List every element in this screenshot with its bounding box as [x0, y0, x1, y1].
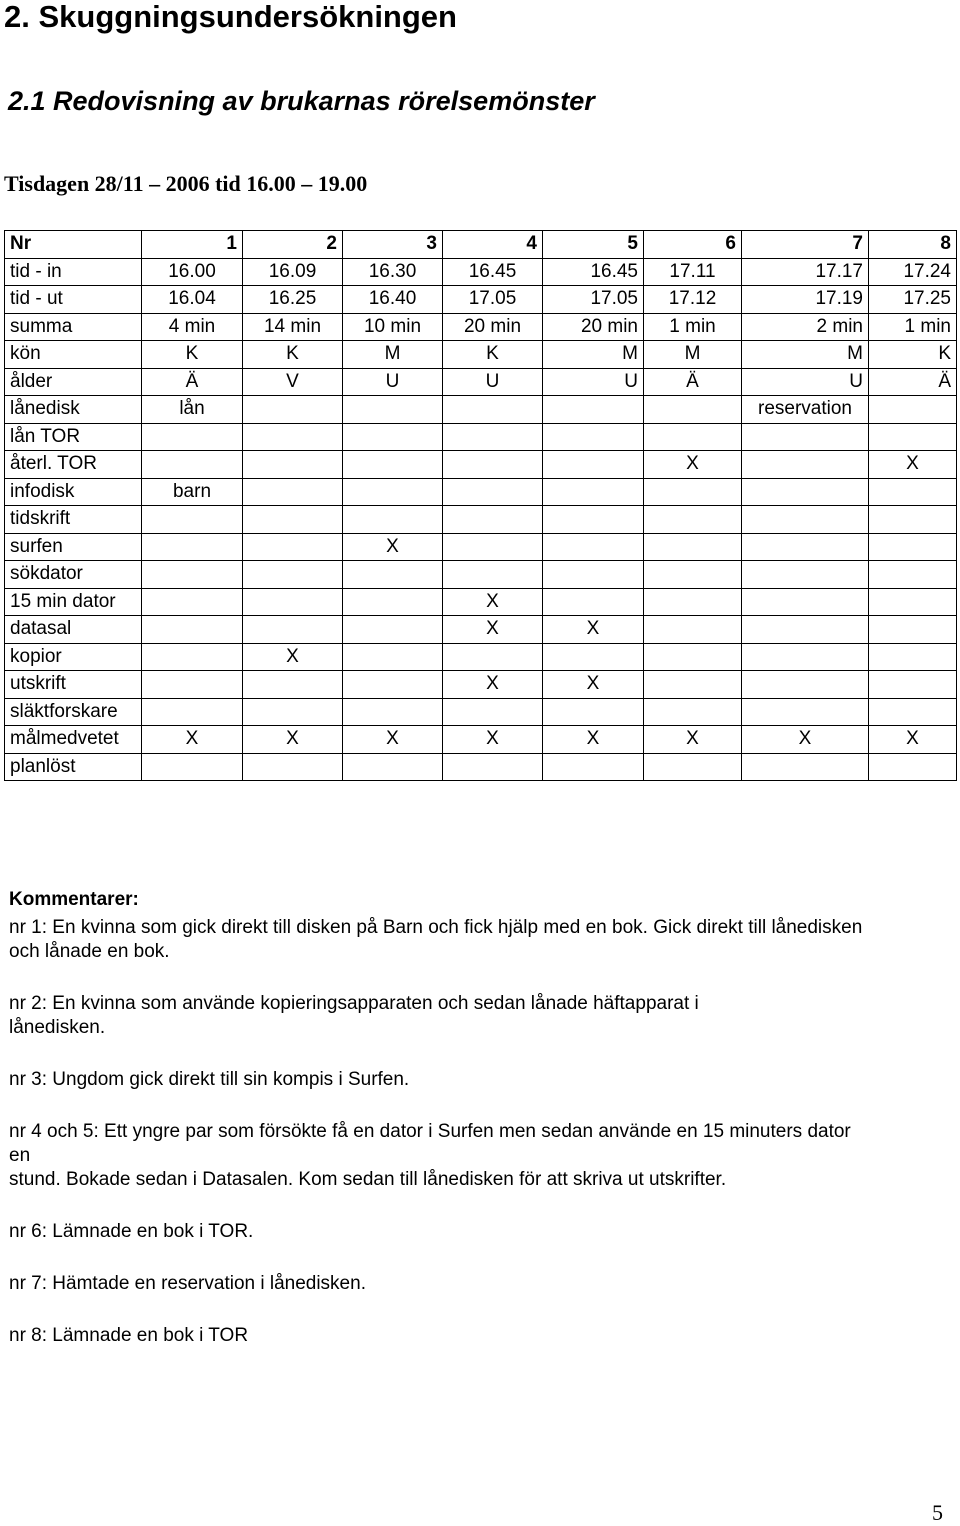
comments-heading: Kommentarer:: [9, 889, 139, 910]
table-cell: K: [142, 341, 243, 369]
table-cell: Ä: [142, 368, 243, 396]
table-cell: [742, 533, 869, 561]
subsection-heading: 2.1 Redovisning av brukarnas rörelsemönster: [8, 86, 595, 116]
table-cell: [543, 753, 644, 781]
table-cell: lån: [142, 396, 243, 424]
table-cell: [742, 478, 869, 506]
row-label: återl. TOR: [5, 451, 142, 479]
table-cell: X: [742, 726, 869, 754]
table-cell: 10 min: [343, 313, 443, 341]
table-cell: 20 min: [543, 313, 644, 341]
table-cell: 16.30: [343, 258, 443, 286]
table-cell: K: [443, 341, 543, 369]
table-row: [5, 753, 957, 781]
table-cell: [443, 396, 543, 424]
table-row: [5, 286, 957, 314]
table-row: [5, 561, 957, 589]
row-label: tid - ut: [5, 286, 142, 314]
table-cell: [742, 616, 869, 644]
row-label: ålder: [5, 368, 142, 396]
table-cell: [343, 451, 443, 479]
table-row: [5, 588, 957, 616]
comment-paragraph: [9, 992, 953, 1040]
observation-table: [4, 230, 957, 781]
comment-paragraph: [9, 1272, 953, 1296]
table-body: [5, 231, 957, 781]
table-cell: [443, 506, 543, 534]
comment-line: nr 8: Lämnade en bok i TOR: [9, 1325, 249, 1346]
table-cell: [543, 533, 644, 561]
table-cell: [644, 423, 742, 451]
table-cell: [869, 671, 957, 699]
table-cell: [869, 588, 957, 616]
table-row: [5, 451, 957, 479]
table-row: [5, 643, 957, 671]
comments-list: [9, 916, 953, 1348]
table-cell: [644, 671, 742, 699]
table-cell: [142, 506, 243, 534]
table-cell: 17.05: [543, 286, 644, 314]
table-cell: [343, 698, 443, 726]
table-cell: U: [443, 368, 543, 396]
table-row: [5, 698, 957, 726]
table-row: [5, 616, 957, 644]
table-row: [5, 341, 957, 369]
table-header-row: [5, 231, 957, 259]
table-cell: [644, 533, 742, 561]
table-cell: X: [543, 671, 644, 699]
column-number: 4: [443, 231, 543, 259]
table-cell: [543, 396, 644, 424]
page-number: 5: [932, 1500, 943, 1525]
table-cell: X: [443, 616, 543, 644]
comment-line: nr 2: En kvinna som använde kopieringsapparaten och sedan lånade häftapparat i: [9, 993, 699, 1014]
table-cell: [869, 753, 957, 781]
table-row: [5, 423, 957, 451]
table-cell: V: [243, 368, 343, 396]
row-label: kopior: [5, 643, 142, 671]
table-cell: [644, 478, 742, 506]
table-cell: [644, 396, 742, 424]
table-cell: [644, 616, 742, 644]
table-cell: X: [543, 726, 644, 754]
table-cell: X: [243, 726, 343, 754]
table-cell: [443, 451, 543, 479]
table-cell: [869, 643, 957, 671]
table-cell: [142, 451, 243, 479]
table-cell: reservation: [742, 396, 869, 424]
table-cell: [243, 753, 343, 781]
table-cell: [343, 478, 443, 506]
table-cell: [869, 616, 957, 644]
table-cell: M: [644, 341, 742, 369]
column-number: 2: [243, 231, 343, 259]
table-cell: [343, 616, 443, 644]
table-cell: [142, 753, 243, 781]
comments-section: [9, 888, 953, 1376]
table-cell: [443, 698, 543, 726]
table-cell: [343, 396, 443, 424]
table-cell: [142, 588, 243, 616]
table-cell: [869, 533, 957, 561]
section-heading: 2. Skuggningsundersökningen: [4, 0, 457, 34]
table-cell: X: [443, 671, 543, 699]
table-cell: U: [742, 368, 869, 396]
table-cell: [543, 423, 644, 451]
table-cell: 16.00: [142, 258, 243, 286]
row-label: infodisk: [5, 478, 142, 506]
row-label: Nr: [5, 231, 142, 259]
table-cell: X: [644, 451, 742, 479]
table-cell: [343, 753, 443, 781]
table-cell: [742, 671, 869, 699]
table-row: [5, 726, 957, 754]
table-cell: [243, 478, 343, 506]
table-cell: 17.05: [443, 286, 543, 314]
comment-line: och lånade en bok.: [9, 941, 170, 962]
table-cell: [142, 671, 243, 699]
table-cell: Ä: [644, 368, 742, 396]
table-cell: [742, 506, 869, 534]
column-number: 6: [644, 231, 742, 259]
comment-paragraph: [9, 1120, 953, 1192]
table-cell: M: [543, 341, 644, 369]
table-cell: [543, 506, 644, 534]
table-cell: [644, 643, 742, 671]
table-cell: U: [343, 368, 443, 396]
table-cell: [343, 423, 443, 451]
row-label: målmedvetet: [5, 726, 142, 754]
comment-paragraph: [9, 1324, 953, 1348]
table-cell: 1 min: [644, 313, 742, 341]
row-label: tidskrift: [5, 506, 142, 534]
table-cell: 1 min: [869, 313, 957, 341]
table-cell: 16.45: [443, 258, 543, 286]
table-cell: 17.17: [742, 258, 869, 286]
table-cell: [343, 671, 443, 699]
row-label: surfen: [5, 533, 142, 561]
table-cell: [869, 396, 957, 424]
row-label: lån TOR: [5, 423, 142, 451]
table-cell: [343, 643, 443, 671]
table-cell: [243, 451, 343, 479]
comment-paragraph: [9, 916, 953, 964]
table-row: [5, 368, 957, 396]
row-label: lånedisk: [5, 396, 142, 424]
table-cell: [543, 478, 644, 506]
comment-line: nr 7: Hämtade en reservation i lånedisken.: [9, 1273, 366, 1294]
table-cell: [243, 671, 343, 699]
table-cell: [243, 506, 343, 534]
table-cell: 16.25: [243, 286, 343, 314]
table-cell: X: [443, 726, 543, 754]
table-row: [5, 478, 957, 506]
table-cell: X: [869, 726, 957, 754]
table-cell: [142, 533, 243, 561]
column-number: 8: [869, 231, 957, 259]
table-cell: [644, 698, 742, 726]
table-cell: U: [543, 368, 644, 396]
comment-line: lånedisken.: [9, 1017, 106, 1038]
table-cell: 14 min: [243, 313, 343, 341]
table-cell: [343, 506, 443, 534]
table-cell: 4 min: [142, 313, 243, 341]
table-cell: [243, 561, 343, 589]
table-cell: [243, 423, 343, 451]
table-cell: [443, 478, 543, 506]
table-cell: 16.04: [142, 286, 243, 314]
table-cell: [869, 561, 957, 589]
table-cell: [742, 423, 869, 451]
row-label: datasal: [5, 616, 142, 644]
table-cell: [543, 561, 644, 589]
row-label: sökdator: [5, 561, 142, 589]
row-label: planlöst: [5, 753, 142, 781]
table-cell: [644, 753, 742, 781]
table-cell: [869, 478, 957, 506]
column-number: 3: [343, 231, 443, 259]
table-cell: [742, 451, 869, 479]
table-cell: X: [644, 726, 742, 754]
table-cell: [243, 698, 343, 726]
column-number: 5: [543, 231, 644, 259]
table-cell: [742, 561, 869, 589]
table-cell: [443, 753, 543, 781]
table-cell: X: [543, 616, 644, 644]
table-cell: X: [343, 726, 443, 754]
table-row: [5, 533, 957, 561]
row-label: utskrift: [5, 671, 142, 699]
table-row: [5, 258, 957, 286]
table-cell: [869, 506, 957, 534]
comment-paragraph: [9, 1068, 953, 1092]
table-cell: 17.24: [869, 258, 957, 286]
table-cell: [243, 396, 343, 424]
table-cell: 20 min: [443, 313, 543, 341]
row-label: kön: [5, 341, 142, 369]
table-cell: 17.12: [644, 286, 742, 314]
table-cell: K: [869, 341, 957, 369]
table-cell: [543, 588, 644, 616]
row-label: 15 min dator: [5, 588, 142, 616]
table-cell: Ä: [869, 368, 957, 396]
table-cell: [742, 643, 869, 671]
table-cell: [243, 588, 343, 616]
table-cell: X: [443, 588, 543, 616]
table-cell: [142, 616, 243, 644]
table-cell: X: [343, 533, 443, 561]
table-cell: [243, 533, 343, 561]
table-cell: 16.40: [343, 286, 443, 314]
table-row: [5, 506, 957, 534]
table-cell: [142, 561, 243, 589]
comment-line: nr 6: Lämnade en bok i TOR.: [9, 1221, 254, 1242]
table-cell: 16.45: [543, 258, 644, 286]
table-cell: M: [343, 341, 443, 369]
row-label: summa: [5, 313, 142, 341]
table-cell: [443, 423, 543, 451]
table-cell: [443, 561, 543, 589]
comment-line: nr 1: En kvinna som gick direkt till disken på Barn och fick hjälp med en bok. Gick direkt till lånedisken: [9, 917, 863, 938]
table-cell: [543, 643, 644, 671]
table-cell: [869, 423, 957, 451]
row-label: släktforskare: [5, 698, 142, 726]
table-cell: [142, 643, 243, 671]
table-cell: 17.19: [742, 286, 869, 314]
table-cell: [644, 506, 742, 534]
row-label: tid - in: [5, 258, 142, 286]
table-cell: [742, 588, 869, 616]
table-cell: [869, 698, 957, 726]
table-cell: [443, 643, 543, 671]
table-cell: [343, 588, 443, 616]
table-cell: 2 min: [742, 313, 869, 341]
table-cell: X: [142, 726, 243, 754]
table-row: [5, 671, 957, 699]
table-cell: [543, 698, 644, 726]
date-line: Tisdagen 28/11 – 2006 tid 16.00 – 19.00: [4, 171, 368, 196]
table-cell: 16.09: [243, 258, 343, 286]
table-cell: X: [243, 643, 343, 671]
table-cell: [742, 753, 869, 781]
table-row: [5, 313, 957, 341]
table-cell: K: [243, 341, 343, 369]
table-cell: 17.25: [869, 286, 957, 314]
table-cell: [142, 423, 243, 451]
table-cell: M: [742, 341, 869, 369]
table-cell: [543, 451, 644, 479]
table-cell: [142, 698, 243, 726]
comment-paragraph: [9, 1220, 953, 1244]
comment-line: nr 3: Ungdom gick direkt till sin kompis i Surfen.: [9, 1069, 410, 1090]
table-cell: [443, 533, 543, 561]
table-cell: [644, 561, 742, 589]
table-cell: [243, 616, 343, 644]
table-cell: barn: [142, 478, 243, 506]
comment-line: stund. Bokade sedan i Datasalen. Kom sedan till lånedisken för att skriva ut utskrifter.: [9, 1169, 727, 1190]
comment-line: nr 4 och 5: Ett yngre par som försökte få en dator i Surfen men sedan använde en 15 minuters dator: [9, 1121, 851, 1142]
table-cell: 17.11: [644, 258, 742, 286]
column-number: 1: [142, 231, 243, 259]
comment-line: en: [9, 1145, 31, 1166]
table-cell: [644, 588, 742, 616]
column-number: 7: [742, 231, 869, 259]
table-cell: X: [869, 451, 957, 479]
table-cell: [742, 698, 869, 726]
table-cell: [343, 561, 443, 589]
table-row: [5, 396, 957, 424]
